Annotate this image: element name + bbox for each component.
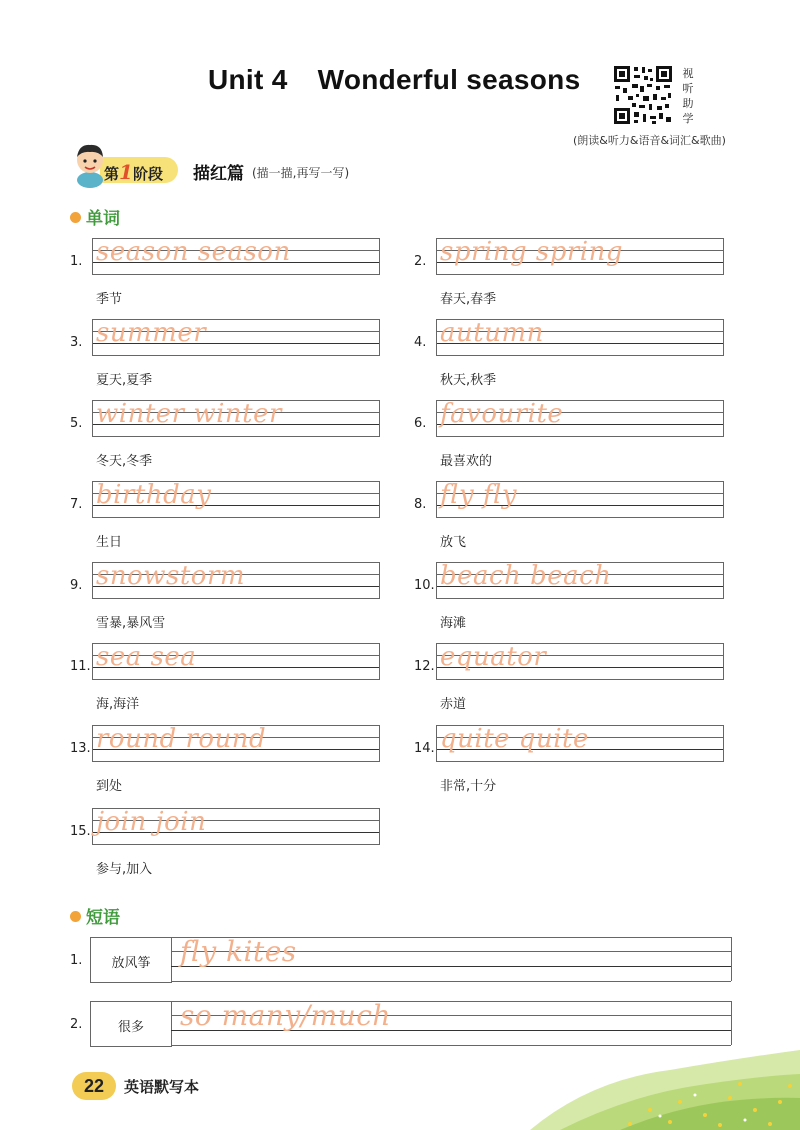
stage-number: 1	[119, 160, 133, 184]
phrase-chinese: 放风筝	[111, 956, 151, 971]
word-meaning: 春天,春季	[440, 292, 497, 307]
trace-word: birthday	[96, 480, 212, 510]
words-heading-text: 单词	[86, 209, 120, 229]
word-meaning: 赤道	[440, 697, 467, 712]
word-item	[70, 808, 370, 882]
trace-word: spring spring	[440, 237, 624, 267]
writing-lines[interactable]	[92, 319, 380, 355]
word-item	[70, 725, 370, 799]
word-item	[70, 481, 370, 555]
phrases-section-heading	[70, 903, 120, 928]
unit-number: Unit 4	[208, 64, 288, 95]
trace-word: sea sea	[96, 642, 197, 672]
stage-subtitle: (描一描,再写一写)	[252, 166, 350, 180]
trace-word: summer	[96, 318, 207, 348]
word-meaning: 冬天,冬季	[96, 454, 153, 469]
word-meaning: 夏天,夏季	[96, 373, 153, 388]
stage-suffix: 阶段	[132, 165, 163, 183]
item-number: 6.	[414, 416, 427, 431]
writing-lines[interactable]	[92, 400, 380, 436]
word-meaning: 放飞	[440, 535, 467, 550]
writing-lines[interactable]	[92, 808, 380, 844]
word-item	[414, 238, 714, 312]
qr-caption: (朗读&听力&语音&词汇&歌曲)	[573, 134, 726, 147]
page-number: 22	[72, 1072, 116, 1100]
word-item	[414, 319, 714, 393]
book-title: 英语默写本	[124, 1078, 200, 1096]
trace-phrase: so many/much	[180, 999, 391, 1032]
trace-word: equator	[440, 642, 547, 672]
writing-lines[interactable]	[436, 319, 724, 355]
writing-lines[interactable]	[436, 481, 724, 517]
item-number: 13.	[70, 741, 91, 756]
trace-word: autumn	[440, 318, 544, 348]
stage-label	[104, 160, 163, 184]
trace-word: beach beach	[440, 561, 612, 591]
word-item	[70, 400, 370, 474]
trace-word: round round	[96, 724, 267, 754]
item-number: 2.	[70, 1017, 83, 1032]
trace-word: join join	[96, 807, 207, 837]
trace-phrase: fly kites	[180, 935, 297, 968]
trace-word: snowstorm	[96, 561, 246, 591]
phrases-heading-text: 短语	[86, 908, 120, 928]
qr-side-char: 视	[682, 67, 694, 80]
qr-side-label	[680, 66, 696, 126]
item-number: 1.	[70, 953, 83, 968]
item-number: 11.	[70, 659, 91, 674]
unit-title	[208, 64, 580, 96]
writing-lines[interactable]	[92, 238, 380, 274]
writing-lines[interactable]	[92, 481, 380, 517]
qr-side-char: 助	[682, 97, 694, 110]
word-item	[414, 643, 714, 717]
word-item	[414, 481, 714, 555]
item-number: 4.	[414, 335, 427, 350]
word-item	[70, 319, 370, 393]
word-meaning: 秋天,秋季	[440, 373, 497, 388]
word-meaning: 生日	[96, 535, 123, 550]
word-meaning: 海,海洋	[96, 697, 140, 712]
item-number: 8.	[414, 497, 427, 512]
qr-side-char: 学	[682, 112, 694, 125]
stage-title: 描红篇	[193, 164, 244, 184]
writing-lines[interactable]	[436, 400, 724, 436]
item-number: 14.	[414, 741, 435, 756]
word-meaning: 雪暴,暴风雪	[96, 616, 166, 631]
trace-word: quite quite	[440, 724, 589, 754]
item-number: 3.	[70, 335, 83, 350]
qr-side-char: 听	[682, 82, 694, 95]
writing-lines[interactable]	[436, 238, 724, 274]
words-section-heading	[70, 204, 120, 229]
word-item	[414, 400, 714, 474]
qr-code-icon[interactable]	[612, 64, 674, 126]
item-number: 5.	[70, 416, 83, 431]
meadow-illustration-icon	[530, 1040, 800, 1130]
item-number: 15.	[70, 824, 91, 839]
item-number: 9.	[70, 578, 83, 593]
trace-word: season season	[96, 237, 291, 267]
item-number: 2.	[414, 254, 427, 269]
writing-lines[interactable]	[436, 562, 724, 598]
writing-lines[interactable]	[436, 725, 724, 761]
word-item	[70, 562, 370, 636]
word-item	[70, 238, 370, 312]
word-item	[70, 643, 370, 717]
item-number: 7.	[70, 497, 83, 512]
phrase-item	[70, 937, 732, 983]
bullet-icon	[70, 212, 81, 223]
word-meaning: 海滩	[440, 616, 467, 631]
writing-lines[interactable]	[436, 643, 724, 679]
word-item	[414, 562, 714, 636]
word-meaning: 到处	[96, 779, 123, 794]
item-number: 10.	[414, 578, 435, 593]
word-meaning: 最喜欢的	[440, 454, 493, 469]
unit-name: Wonderful seasons	[317, 64, 581, 95]
trace-word: winter winter	[96, 399, 282, 429]
writing-lines[interactable]	[92, 725, 380, 761]
word-meaning: 参与,加入	[96, 862, 153, 877]
stage-prefix: 第	[104, 165, 120, 183]
writing-lines[interactable]	[92, 643, 380, 679]
writing-lines[interactable]	[92, 562, 380, 598]
word-meaning: 非常,十分	[440, 779, 497, 794]
item-number: 1.	[70, 254, 83, 269]
item-number: 12.	[414, 659, 435, 674]
trace-word: fly fly	[440, 480, 518, 510]
phrase-chinese: 很多	[117, 1020, 144, 1035]
trace-word: favourite	[440, 399, 564, 429]
word-meaning: 季节	[96, 292, 123, 307]
bullet-icon	[70, 911, 81, 922]
word-item	[414, 725, 714, 799]
